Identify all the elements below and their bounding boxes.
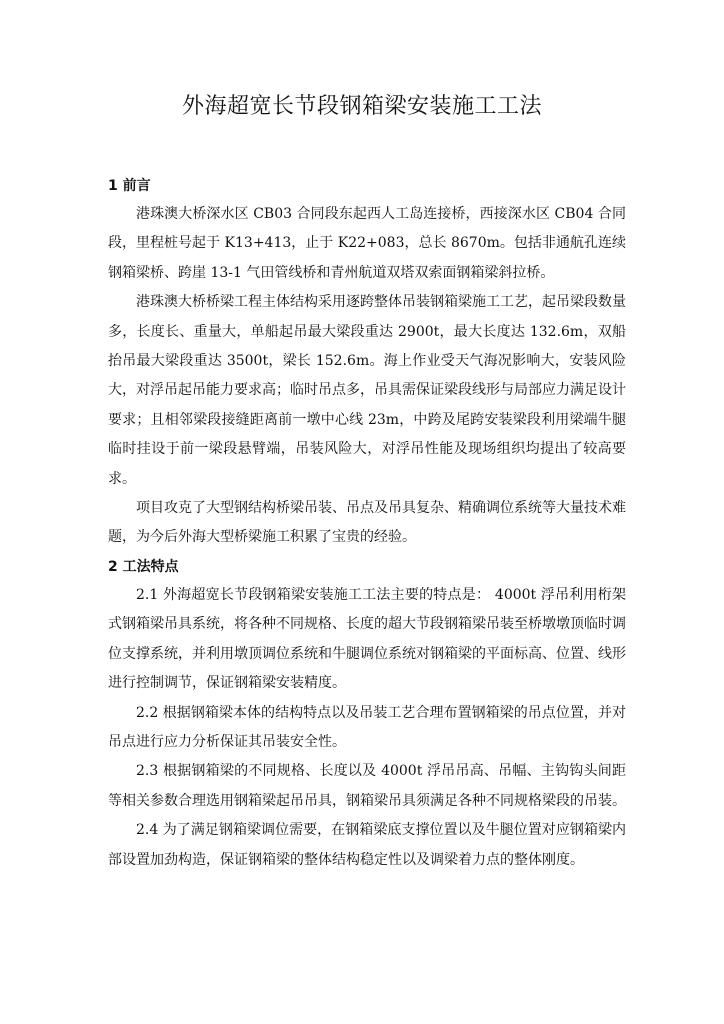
paragraph: 2.1 外海超宽长节段钢箱梁安装施工工法主要的特点是： 4000t 浮吊利用桁架式钢箱梁吊具系统，将各种不同规格、长度的超大节段钢箱梁吊装至桥墩墩顶临时调位支撑系统，并利用墩顶调位系统和牛腿调位系统对钢箱梁的平面标高、位置、线形进行控制调节，保证钢箱梁安装精度。 — [108, 586, 626, 692]
section-heading: 2 工法特点 — [108, 558, 179, 575]
paragraph: 项目攻克了大型钢结构桥梁吊装、吊点及吊具复杂、精确调位系统等大量技术难题，为今后外海大型桥梁施工积累了宝贵的经验。 — [108, 500, 626, 546]
document-body — [108, 172, 626, 875]
paragraph: 2.2 根据钢箱梁本体的结构特点以及吊装工艺合理布置钢箱梁的吊点位置，并对吊点进行应力分析保证其吊装安全性。 — [108, 704, 626, 750]
section-preface — [108, 172, 626, 553]
section-heading: 1 前言 — [108, 178, 151, 194]
paragraph: 港珠澳大桥桥梁工程主体结构采用逐跨整体吊装钢箱梁施工工艺，起吊梁段数量多，长度长、重量大，单船起吊最大梁段重达 2900t，最大长度达 132.6m，双船抬吊最大梁段重达 3500t，梁长 152.6m。海上作业受天气海况影响大，安装风险大，对浮吊起吊能力要求高；临时吊点多，吊具需保证梁段线形与局部应力满足设计要求；且相邻梁段接缝距离前一墩中心线 23m，中跨及尾跨安装梁段利用梁端牛腿临时挂设于前一梁段悬臂端，吊装风险大，对浮吊性能及现场组织均提出了较高要求。 — [108, 294, 626, 487]
page-title: 外海超宽长节段钢箱梁安装施工工法 — [181, 94, 542, 119]
paragraph: 2.4 为了满足钢箱梁调位需要，在钢箱梁底支撑位置以及牛腿位置对应钢箱梁内部设置加劲构造，保证钢箱梁的整体结构稳定性以及调梁着力点的整体刚度。 — [108, 822, 626, 868]
section-features — [108, 553, 626, 875]
paragraph: 港珠澳大桥深水区 CB03 合同段东起西人工岛连接桥，西接深水区 CB04 合同段，里程桩号起于 K13+413，止于 K22+083，总长 8670m。包括非通航孔连续钢箱梁桥、跨崖 13-1 气田管线桥和青州航道双塔双索面钢箱梁斜拉桥。 — [108, 206, 626, 281]
paragraph: 2.3 根据钢箱梁的不同规格、长度以及 4000t 浮吊吊高、吊幅、主钩钩头间距等相关参数合理选用钢箱梁起吊吊具，钢箱梁吊具须满足各种不同规格梁段的吊装。 — [108, 763, 626, 809]
